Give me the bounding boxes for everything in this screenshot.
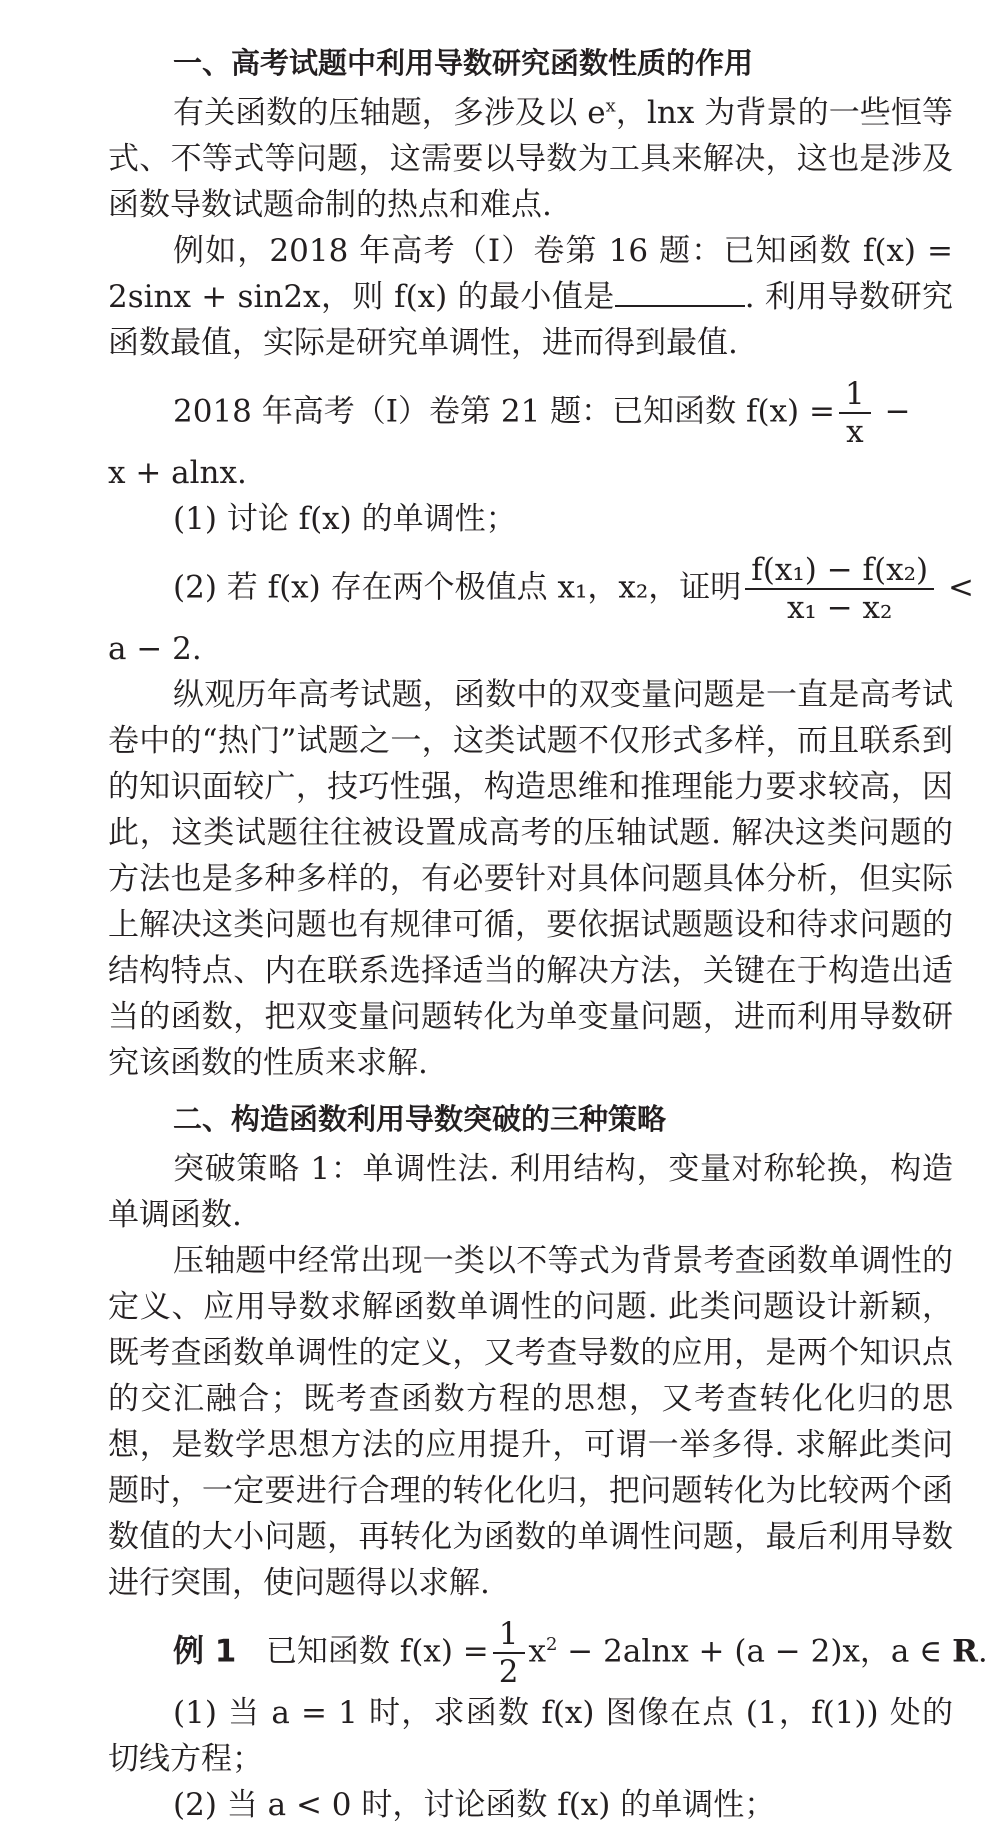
example-text-d: . <box>977 1633 988 1670</box>
fraction-numerator: 1 <box>839 376 871 414</box>
p3-text-a: 2018 年高考（Ⅰ）卷第 21 题：已知函数 f(x) = <box>173 393 835 430</box>
answer-blank <box>615 277 745 307</box>
example-question-1: (1) 当 a = 1 时，求函数 f(x) 图像在点 (1，f(1)) 处的切线方程； <box>108 1695 953 1777</box>
p2-text-b: . 利用导数研究函数最值，实际是研究单调性，进而得到最值. <box>108 279 953 361</box>
example-exponent: 2 <box>545 1634 558 1656</box>
fraction-denominator: x <box>846 414 864 450</box>
question-2 <box>108 552 974 626</box>
example-text-b: x <box>528 1633 546 1670</box>
paper-page <box>108 30 988 1828</box>
section-1-paragraph-4: 纵观历年高考试题，函数中的双变量问题是一直是高考试卷中的“热门”试题之一，这类试题不仅形式多样，而且联系到的知识面较广，技巧性强，构造思维和推理能力要求较高，因此，这类试题往往被设置成高考的压轴试题. 解决这类问题的方法也是多种多样的，有必要针对具体问题具体分析，但实际上解决这类问题也有规律可循，要依据试题题设和待求问题的结构特点、内在联系选择适当的解决方法，关键在于构造出适当的函数，把双变量问题转化为单变量问题，进而利用导数研究该函数的性质来求解. <box>108 677 953 1081</box>
real-numbers-symbol: R <box>952 1633 978 1670</box>
section-1-paragraph-1 <box>108 90 953 228</box>
fraction-one-half <box>493 1616 525 1690</box>
section-2-paragraph-2: 压轴题中经常出现一类以不等式为背景考查函数单调性的定义、应用导数求解函数单调性的问题. 此类问题设计新颖，既考查函数单调性的定义，又考查导数的应用，是两个知识点的交汇融合；既考查函数方程的思想，又考查转化化归的思想，是数学思想方法的应用提升，可谓一举多得. 求解此类问题时，一定要进行合理的转化化归，把问题转化为比较两个函数值的大小问题，再转化为函数的单调性问题，最后利用导数进行突围，使问题得以求解. <box>108 1243 953 1601</box>
question-2-continuation: a − 2. <box>108 631 202 667</box>
fraction-numerator: 1 <box>493 1616 525 1654</box>
fraction-numerator: f(x₁) − f(x₂) <box>745 552 934 590</box>
section-1-heading: 一、高考试题中利用导数研究函数性质的作用 <box>173 46 754 80</box>
q2-text-a: (2) 若 f(x) 存在两个极值点 x₁，x₂，证明 <box>173 569 742 606</box>
example-1 <box>108 1616 988 1690</box>
strategy-1-paragraph: 突破策略 1：单调性法. 利用结构，变量对称轮换，构造单调函数. <box>108 1151 953 1233</box>
p2-text-a: 例如，2018 年高考（Ⅰ）卷第 16 题：已知函数 f(x) = 2sinx + sin2x，则 f(x) 的最小值是 <box>108 233 953 315</box>
fraction-difference-quotient <box>745 552 934 626</box>
section-2-heading: 二、构造函数利用导数突破的三种策略 <box>173 1102 667 1136</box>
p1-text: 有关函数的压轴题，多涉及以 e <box>173 95 606 131</box>
p3-text-b: − <box>874 393 911 430</box>
section-1-problem-21 <box>108 376 953 450</box>
section-1-paragraph-2 <box>108 228 953 366</box>
q2-text-b: < <box>938 569 974 606</box>
question-1: (1) 讨论 f(x) 的单调性； <box>173 501 517 537</box>
example-question-2: (2) 当 a < 0 时，讨论函数 f(x) 的单调性； <box>173 1787 776 1823</box>
p1-exponent: x <box>605 95 616 117</box>
fraction-denominator: x₁ − x₂ <box>786 590 893 626</box>
example-text-a: 已知函数 f(x) = <box>265 1633 489 1670</box>
example-text-c: − 2alnx + (a − 2)x，a ∈ <box>557 1633 953 1670</box>
fraction-denominator: 2 <box>498 1654 519 1690</box>
fraction-1-over-x <box>839 376 871 450</box>
problem-21-continuation: x + alnx. <box>108 455 247 491</box>
p1-text-rest: ，lnx 为背景的一些恒等式、不等式等问题，这需要以导数为工具来解决，这也是涉及函数导数试题命制的热点和难点. <box>108 95 954 223</box>
example-label: 例 1 <box>173 1633 237 1670</box>
